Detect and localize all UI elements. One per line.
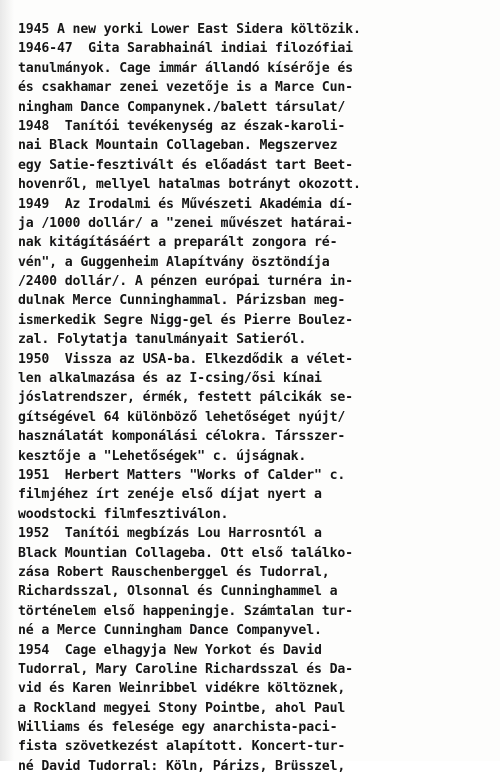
scan-shadow-edge [0, 0, 14, 761]
text-line: nai Black Mountain Collageban. Megszervez [18, 138, 338, 154]
text-line: hovenről, mellyel hatalmas botrányt okozott. [18, 177, 361, 193]
text-line: zása Robert Rauschenberggel és Tudorral, [18, 564, 330, 580]
text-line: történelem első happeningje. Számtalan tur- [18, 603, 353, 619]
text-line: tanulmányok. Cage immár állandó kísérője és [18, 60, 353, 76]
text-line: filmjéhez írt zenéje első díjat nyert a [18, 487, 322, 503]
text-line: 1945 A new yorki Lower East Sidera költözik. [18, 22, 361, 37]
text-line: dulnak Merce Cunninghammal. Párizsban meg- [18, 293, 346, 309]
text-line: Black Mountian Collageba. Ott első találko- [18, 545, 353, 561]
text-line: Tudorral, Mary Caroline Richardsszal és Da- [18, 661, 353, 677]
text-line: zal. Folytatja tanulmányait Satieról. [18, 332, 307, 348]
text-line: 1949 Az Irodalmi és Művészeti Akadémia dí- [18, 196, 353, 212]
text-line: 1950 Vissza az USA-ba. Elkezdődik a vélet- [18, 351, 353, 367]
text-line: vén", a Guggenheim Alapítvány ösztöndíja [18, 254, 330, 270]
text-line: Richardsszal, Olsonnal és Cunninghammel a [18, 584, 338, 600]
text-line: és csakhamar zenei vezetője is a Marce Cun- [18, 80, 353, 96]
text-line: 1954 Cage elhagyja New Yorkot és David [18, 642, 322, 658]
text-line: ismerkedik Segre Nigg-gel és Pierre Boulez- [18, 312, 353, 328]
text-line: a Rockland megyei Stony Pointbe, ahol Paul [18, 700, 346, 716]
text-line: ningham Dance Companynek./balett társulat/ [18, 99, 346, 115]
text-line: nak kitágításáért a preparált zongora ré- [18, 235, 338, 251]
text-line: gítségével 64 különböző lehetőséget nyújt/ [18, 409, 346, 425]
text-line: egy Satie-fesztivált és előadást tart Beet- [18, 157, 353, 173]
text-line: ja /1000 dollár/ a "zenei művészet határai- [18, 215, 353, 231]
text-line: 1951 Herbert Matters "Works of Calder" c. [18, 467, 346, 483]
text-line: 1952 Tanítói megbízás Lou Harrosntól a [18, 526, 322, 542]
typewritten-text-block [18, 20, 496, 776]
text-line: használatát komponálási célokra. Társszer- [18, 429, 346, 445]
text-line: né a Merce Cunningham Dance Companyvel. [18, 623, 322, 639]
text-line: 1948 Tanítói tevékenység az észak-karoli- [18, 118, 346, 134]
text-line: woodstocki filmfesztiválon. [18, 506, 229, 522]
text-line: kesztője a "Lehetőségek" c. újságnak. [18, 448, 307, 464]
text-line: vid és Karen Weinribbel vidékre költöznek, [18, 681, 346, 697]
text-line: jóslatrendszer, érmék, festett pálcikák se- [18, 390, 353, 406]
text-line: 1946-47 Gita Sarabhainál indiai filozófiai [18, 41, 353, 57]
text-line: len alkalmazása és az I-csing/ősi kínai [18, 371, 322, 387]
text-line: né David Tudorral: Köln, Párizs, Brüsszel, [18, 758, 346, 774]
text-line: Williams és felesége egy anarchista-paci- [18, 720, 338, 736]
text-line: /2400 dollár/. A pénzen európai turnéra in- [18, 274, 353, 290]
text-line: fista szövetkezést alapított. Koncert-tur- [18, 739, 346, 755]
